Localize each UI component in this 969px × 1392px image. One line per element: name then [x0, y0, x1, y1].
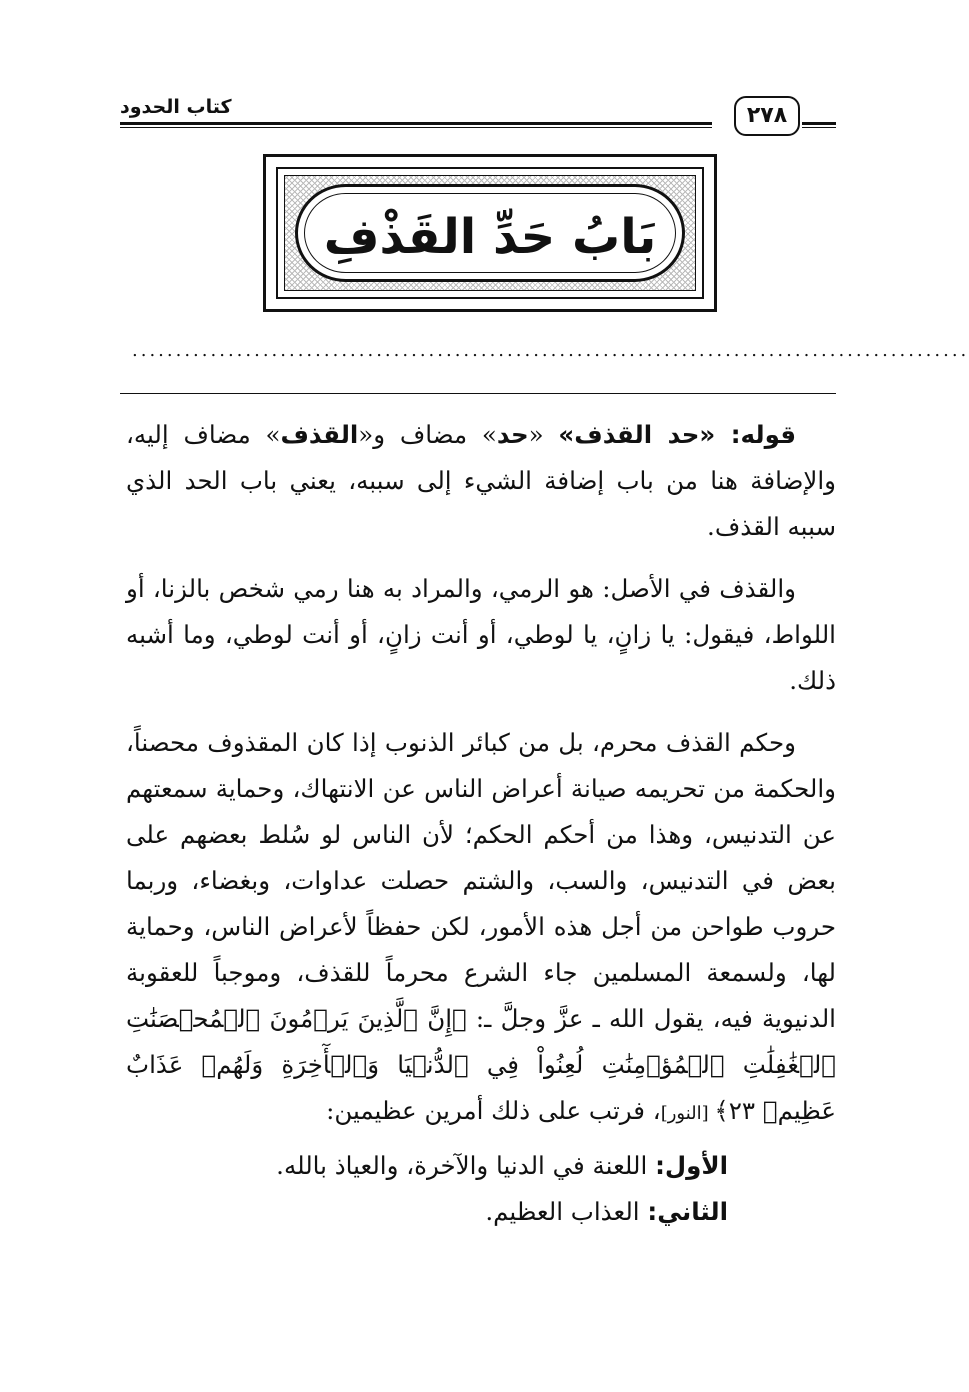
- frame-inner-border: [276, 167, 704, 299]
- text-run: ، فرتب على ذلك أمرين عظيمين:: [326, 1096, 661, 1125]
- quran-verse: ﴿إِنَّ ٱلَّذِينَ يَرۡمُونَ ٱلۡمُحۡصَنَٰتِ ٱلۡغَٰفِلَٰتِ ٱلۡمُؤۡمِنَٰتِ لُعِنُواْ فِي ٱلدُّنۡيَا وَٱلۡأٓخِرَةِ وَلَهُمۡ عَذَابٌ عَظِيمٞ ٢٣﴾: [126, 1004, 836, 1125]
- title-cartouche: [295, 184, 685, 282]
- chapter-title: بَابُ حَدِّ القَذْفِ: [323, 209, 657, 265]
- list-label: الأول:: [655, 1151, 728, 1180]
- running-title: كتاب الحدود: [120, 96, 232, 118]
- paragraph-definition: [126, 412, 836, 550]
- list-label: الثاني:: [647, 1197, 728, 1226]
- text-run: » مضاف و«: [358, 420, 497, 449]
- header-rule-right-thick: [802, 122, 836, 125]
- body-text: [126, 412, 836, 1235]
- keyword-qadhf: القذف: [280, 420, 359, 449]
- section-divider: [120, 393, 836, 394]
- list-item: [126, 1189, 836, 1235]
- text-run: » مضاف إليه، والإضافة هنا من باب إضافة الشيء إلى سببه، يعني باب الحد الذي سببه القذف.: [126, 420, 836, 541]
- list-text: العذاب العظيم.: [485, 1197, 648, 1226]
- quoted-heading: «حد القذف»: [558, 420, 731, 449]
- frame-ornament-band: [284, 175, 696, 291]
- lead-word: قوله:: [730, 420, 796, 449]
- list-item: [126, 1143, 836, 1189]
- page-header: [120, 92, 836, 142]
- chapter-title-frame: [263, 154, 717, 312]
- list-text: اللعنة في الدنيا والآخرة، والعياذ بالله.: [276, 1151, 656, 1180]
- header-rule-thick: [120, 122, 712, 125]
- header-rule-thin: [120, 127, 712, 128]
- paragraph-ruling: [126, 720, 836, 1137]
- paragraph-linguistic-meaning: والقذف في الأصل: هو الرمي، والمراد به هنا رمي شخص بالزنا، أو اللواط، فيقول: يا زانٍ، يا لوطي، أو أنت زانٍ، أو أنت لوطي، وما أشبه ذلك.: [126, 574, 836, 695]
- text-run: «: [528, 420, 559, 449]
- page-number: ٢٧٨: [734, 96, 800, 136]
- keyword-hadd: حد: [496, 420, 529, 449]
- dotted-separator: ................................................................................................: [132, 340, 969, 361]
- surah-reference: [النور]: [660, 1103, 715, 1124]
- header-rule-right-thin: [802, 127, 836, 128]
- text-run: وحكم القذف محرم، بل من كبائر الذنوب إذا كان المقذوف محصناً، والحكمة من تحريمه صيانة أعراض الناس عن الانتهاك، وحماية سمعتهم عن التدنيس، وهذا من أحكم الحكم؛ لأن الناس لو سُلط بعضهم على بعض في التدنيس، والسب، والشتم حصلت عداوات، وبغضاء، وربما حروب طواحن من أجل هذه الأمور، لكن حفظاً لأعراض الناس، وحماية لها، ولسمعة المسلمين جاء الشرع محرماً للقذف، وموجباً للعقوبة الدنيوية فيه، يقول الله ـ عزَّ وجلَّ ـ:: [126, 728, 836, 1033]
